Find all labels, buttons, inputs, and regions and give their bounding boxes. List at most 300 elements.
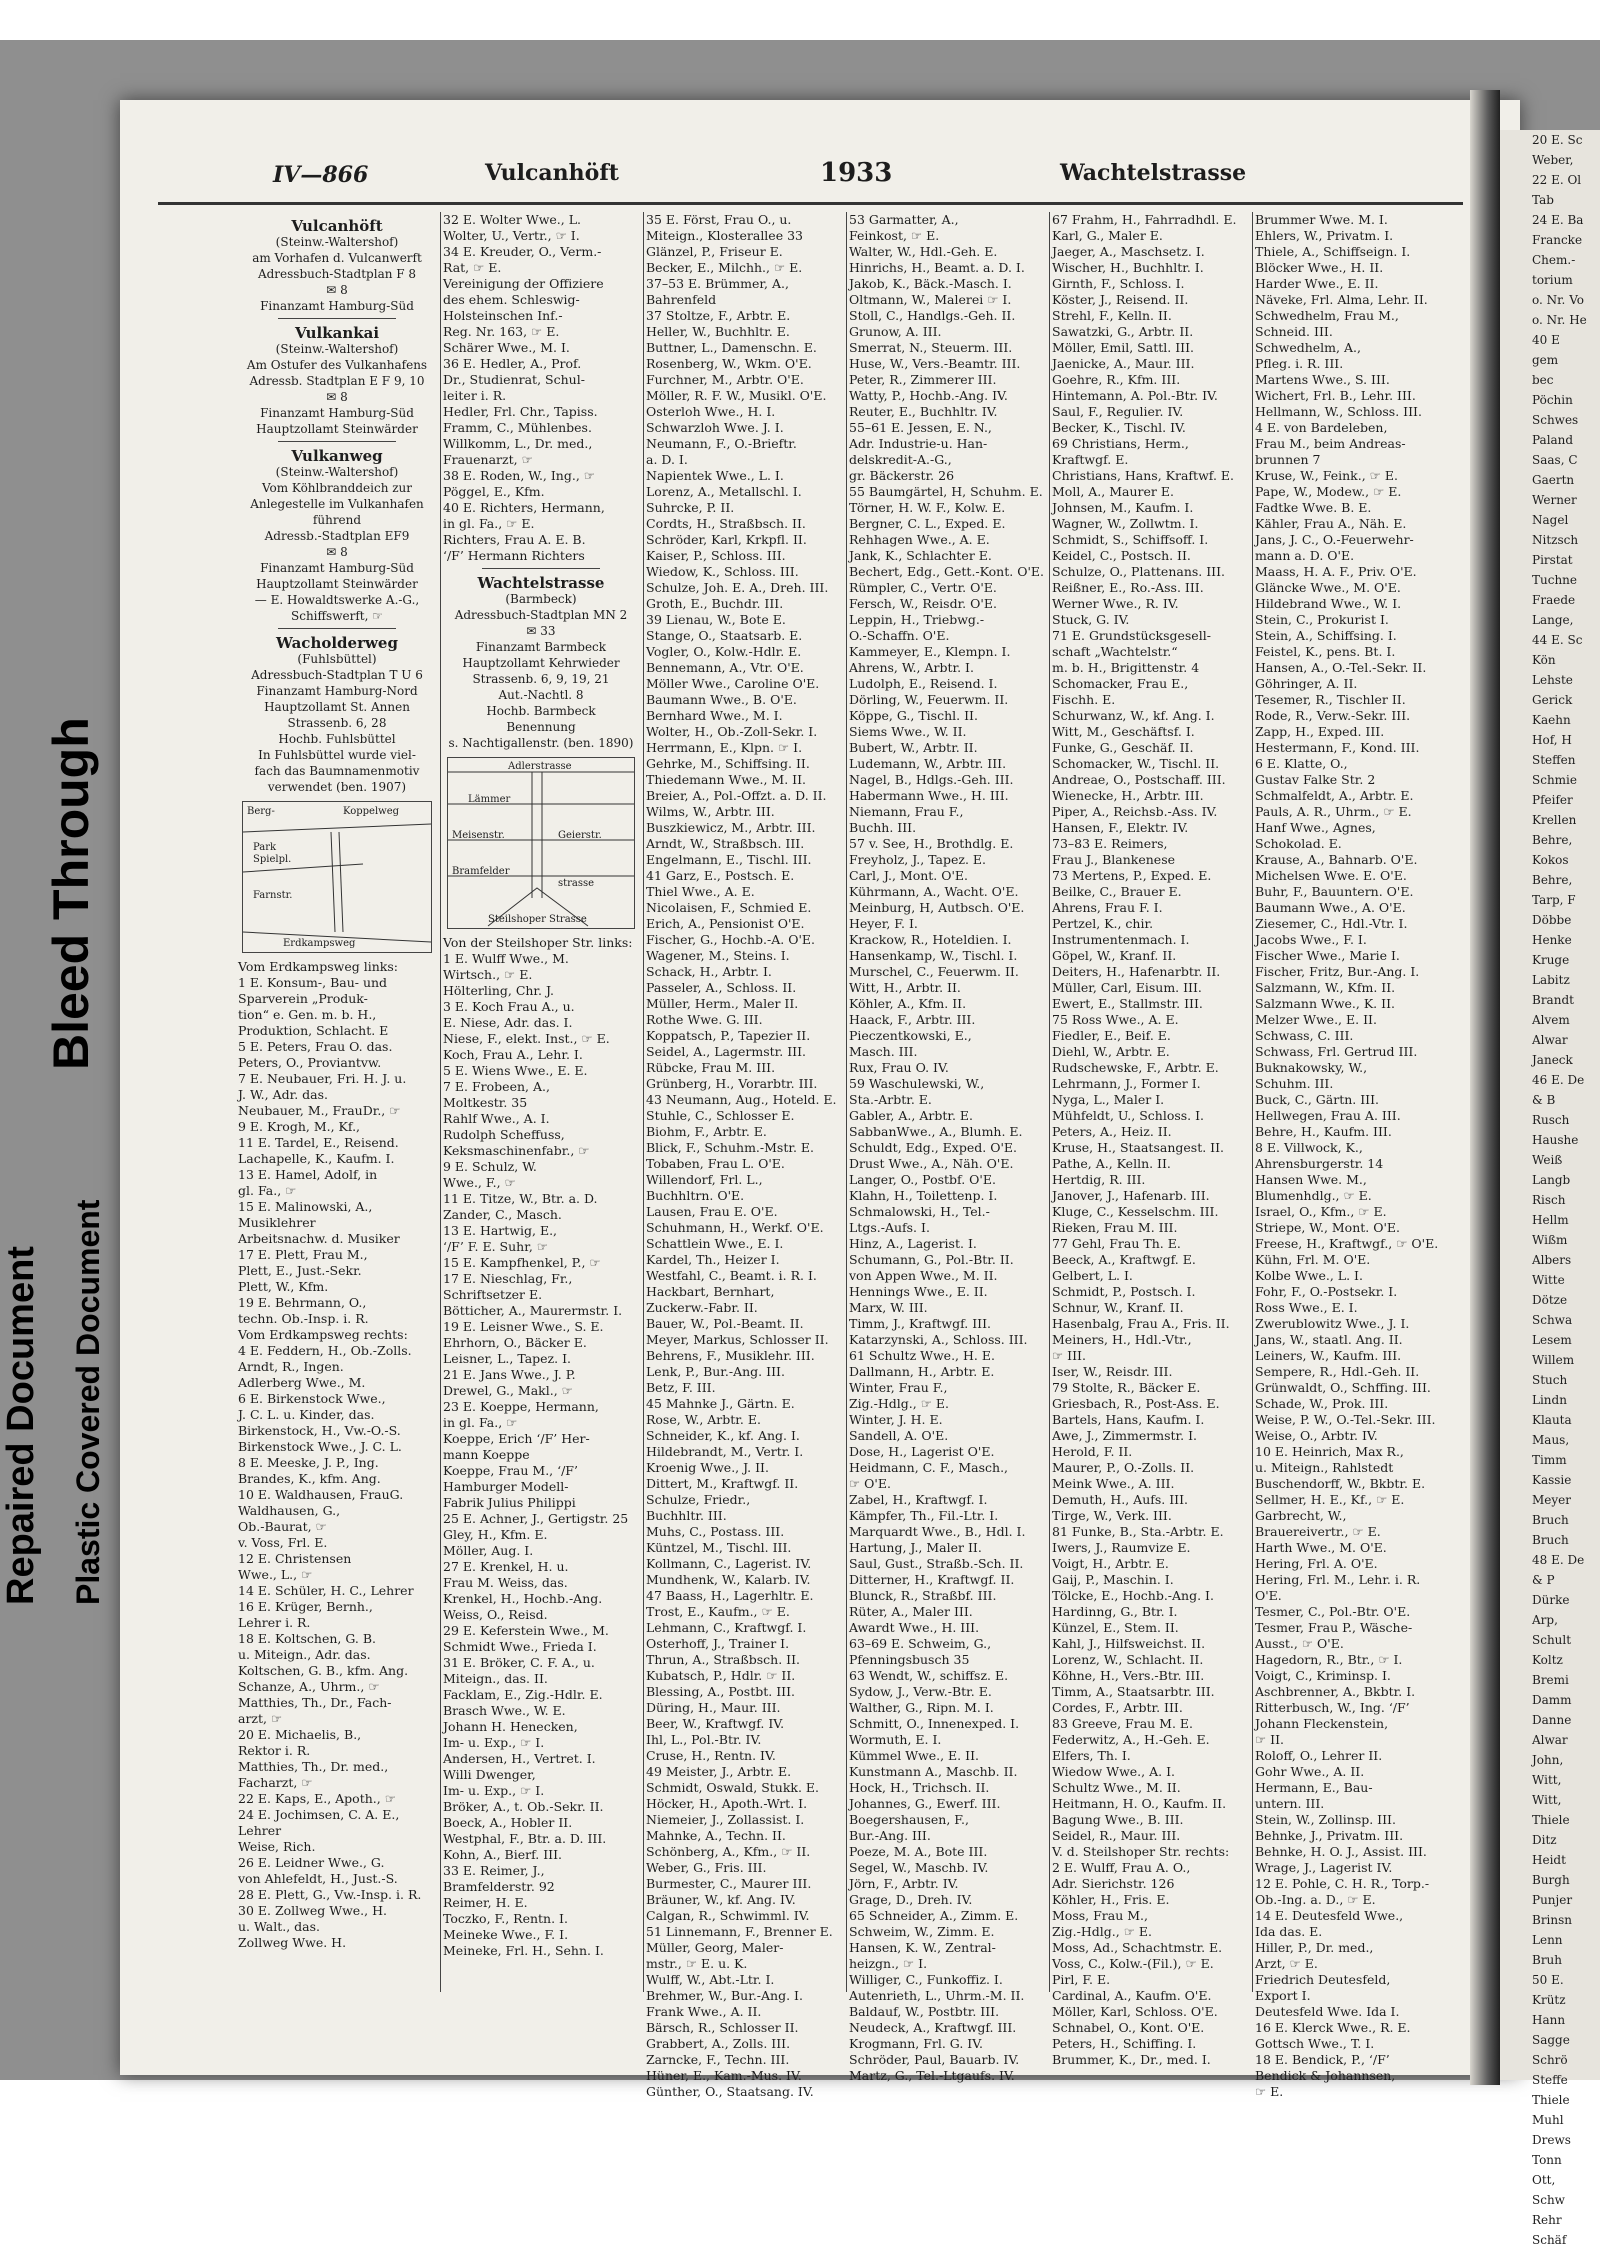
directory-entry: Groth, E., Buchdr. III. [646, 596, 784, 611]
section-info-line: ✉ 8 [326, 283, 348, 297]
directory-entry: Witt, H., Arbtr. II. [849, 980, 961, 995]
section-info-line: Finanzamt Hamburg-Süd [260, 406, 414, 420]
directory-entry: Kühn, Frl. M. O'E. [1255, 1252, 1371, 1267]
directory-entry: Brehmer, W., Bur.-Ang. I. [646, 1988, 803, 2003]
adjacent-page-line: Schmie [1532, 773, 1577, 787]
header-right-title: Wachtelstrasse [1060, 160, 1247, 186]
adjacent-page-line: Nagel [1532, 513, 1569, 527]
directory-entry: Fabrik Julius Philippi [443, 1495, 576, 1510]
directory-entry: Striepe, W., Mont. O'E. [1255, 1220, 1401, 1235]
directory-entry: Ross Wwe., E. I. [1255, 1300, 1358, 1315]
section-info-line: (Steinw.-Waltershof) [275, 465, 399, 479]
directory-entry: Nagel, B., Hdlgs.-Geh. III. [849, 772, 1014, 787]
directory-entry: Pertzel, K., chir. [1052, 916, 1154, 931]
adjacent-page-line: Chem.- [1532, 253, 1576, 267]
directory-entry: Schmidt Wwe., Frieda I. [443, 1639, 597, 1654]
directory-entry: Kammeyer, E., Klempn. I. [849, 644, 1011, 659]
directory-entry: 41 Garz, E., Postsch. E. [646, 868, 795, 883]
directory-entry: Hering, Frl. A. O'E. [1255, 1556, 1378, 1571]
directory-entry: Stein, C., Prokurist I. [1255, 612, 1389, 627]
directory-entry: Harth Wwe., M. O'E. [1255, 1540, 1387, 1555]
directory-entry: Wienecke, H., Arbtr. III. [1052, 788, 1204, 803]
directory-entry: O.-Schaffn. O'E. [849, 628, 950, 643]
directory-entry: Zig.-Hdlg., ☞ E. [1052, 1924, 1152, 1939]
directory-entry: Huse, W., Vers.-Beamtr. III. [849, 356, 1021, 371]
directory-entry: Johannes, G., Ewerf. III. [849, 1796, 1001, 1811]
directory-entry: Thiedemann Wwe., M. II. [646, 772, 807, 787]
directory-entry: 55–61 E. Jessen, E. N., [849, 420, 992, 435]
directory-entry: Willi Dwenger, [443, 1767, 536, 1782]
directory-entry: Näveke, Frl. Alma, Lehr. II. [1255, 292, 1428, 307]
adjacent-page-line: Heidt [1532, 1853, 1566, 1867]
map-label: Geierstr. [558, 830, 602, 841]
directory-entry: Engelmann, E., Tischl. III. [646, 852, 812, 867]
adjacent-page-line: Gaertn [1532, 473, 1575, 487]
directory-entry: Willendorf, Frl. L., [646, 1172, 763, 1187]
directory-entry: Cruse, H., Rentn. IV. [646, 1748, 776, 1763]
directory-entry: Winter, J. H. E. [849, 1412, 943, 1427]
adjacent-page-line: 48 E. De [1532, 1553, 1585, 1567]
directory-entry: Jörn, F., Arbtr. IV. [849, 1876, 959, 1891]
directory-entry: Gley, H., Kfm. E. [443, 1527, 548, 1542]
adjacent-page-line: John, [1532, 1753, 1564, 1767]
adjacent-page-line: Bruh [1532, 1953, 1563, 1967]
adjacent-page-line: Pfeifer [1532, 793, 1573, 807]
directory-entry: Heidmann, C. F., Masch., [849, 1460, 1009, 1475]
directory-entry: Bräuner, W., kf. Ang. IV. [646, 1892, 796, 1907]
directory-entry: Hintemann, A. Pol.-Btr. IV. [1052, 388, 1218, 403]
directory-entry: Kollmann, C., Lagerist. IV. [646, 1556, 812, 1571]
directory-entry: Zig.-Hdlg., ☞ E. [849, 1396, 949, 1411]
directory-entry: Schulze, Joh. E. A., Dreh. III. [646, 580, 829, 595]
directory-entry: Bernhard Wwe., M. I. [646, 708, 783, 723]
directory-entry: Fersch, W., Reisdr. O'E. [849, 596, 997, 611]
adjacent-page-line: torium [1532, 273, 1573, 287]
column-separator [440, 212, 441, 1992]
directory-entry: Lausen, Frau E. O'E. [646, 1204, 778, 1219]
directory-entry: Neubauer, M., FrauDr., ☞ [238, 1103, 401, 1118]
directory-entry: Saul, F., Regulier. IV. [1052, 404, 1184, 419]
directory-entry: Schuhmann, H., Werkf. O'E. [646, 1220, 824, 1235]
section-info-line: Adressbuch-Stadtplan MN 2 [454, 608, 628, 622]
directory-entry: Seidel, A., Lagermstr. III. [646, 1044, 807, 1059]
adjacent-page-line: Schw [1532, 2193, 1565, 2207]
section-info-line: Finanzamt Barmbeck [475, 640, 607, 654]
directory-entry: Witt, M., Geschäftsf. I. [1052, 724, 1195, 739]
directory-entry: Schriftsetzer E. [443, 1287, 543, 1302]
directory-entry: mann a. D. O'E. [1255, 548, 1355, 563]
directory-entry: Kohn, A., Bierf. III. [443, 1847, 562, 1862]
directory-entry: 3 E. Koch Frau A., u. [443, 999, 575, 1014]
column-1 [238, 212, 436, 1992]
directory-entry: Burmester, C., Maurer III. [646, 1876, 812, 1891]
directory-entry: Habermann Wwe., H. III. [849, 788, 1009, 803]
directory-entry: Hering, Frl. M., Lehr. i. R. [1255, 1572, 1421, 1587]
directory-entry: Bötticher, A., Maurermstr. I. [443, 1303, 623, 1318]
directory-entry: 24 E. Jochimsen, C. A. E., [238, 1807, 400, 1822]
directory-entry: Fiedler, E., Beif. E. [1052, 1028, 1171, 1043]
directory-entry: u. Miteign., Rahlstedt [1255, 1460, 1394, 1475]
adjacent-page-line: Schult [1532, 1633, 1572, 1647]
directory-entry: Wulff, W., Abt.-Ltr. I. [646, 1972, 775, 1987]
directory-entry: Ida das. E. [1255, 1924, 1323, 1939]
directory-entry: techn. Ob.-Insp. i. R. [238, 1311, 369, 1326]
directory-entry: ‘/F’ Hermann Richters [443, 548, 585, 563]
directory-entry: Pfleg. i. R. III. [1255, 356, 1344, 371]
directory-entry: Arbeitsnachw. d. Musiker [238, 1231, 400, 1246]
directory-entry: 25 E. Achner, J., Gertigstr. 25 [443, 1511, 629, 1526]
directory-entry: Aschbrenner, A., Bkbtr. I. [1255, 1684, 1416, 1699]
adjacent-page-line: Risch [1532, 1193, 1566, 1207]
directory-entry: ‘/F’ F. E. Suhr, ☞ [443, 1239, 548, 1254]
section-info-line: Hochb. Fuhlsbüttel [278, 732, 396, 746]
directory-entry: Weise, O., Arbtr. IV. [1255, 1428, 1378, 1443]
directory-entry: Brasch Wwe., W. E. [443, 1703, 566, 1718]
directory-entry: von Appen Wwe., M. II. [849, 1268, 998, 1283]
directory-entry: Wolter, U., Vertr., ☞ I. [443, 228, 580, 243]
directory-entry: Thrun, A., Straßbsch. II. [646, 1652, 800, 1667]
directory-entry: Zabel, H., Kraftwgf. I. [849, 1492, 988, 1507]
directory-entry: Pathe, A., Kelln. II. [1052, 1156, 1171, 1171]
directory-entry: Buttner, L., Damenschn. E. [646, 340, 817, 355]
directory-entry: Strehl, F., Kelln. II. [1052, 308, 1172, 323]
adjacent-page-line: Fraede [1532, 593, 1576, 607]
directory-entry: Frau M. Weiss, das. [443, 1575, 568, 1590]
directory-entry: Ewert, E., Stallmstr. III. [1052, 996, 1203, 1011]
adjacent-page-line: Kaehn [1532, 713, 1571, 727]
directory-entry: Cordes, F., Arbtr. III. [1052, 1700, 1183, 1715]
bleed-through-label: Bleed Through [43, 717, 99, 1070]
directory-entry: 77 Gehl, Frau Th. E. [1052, 1236, 1181, 1251]
directory-entry: 37 Stoltze, F., Arbtr. E. [646, 308, 791, 323]
directory-entry: Rudschewske, F., Arbtr. E. [1052, 1060, 1219, 1075]
directory-entry: 73 Mertens, P., Exped. E. [1052, 868, 1212, 883]
directory-entry: O'E. [1255, 1588, 1282, 1603]
directory-entry: 17 E. Plett, Frau M., [238, 1247, 368, 1262]
directory-entry: Betz, F. III. [646, 1380, 716, 1395]
directory-entry: Hanf Wwe., Agnes, [1255, 820, 1376, 835]
directory-entry: Plett, W., Kfm. [238, 1279, 329, 1294]
directory-entry: Instrumentenmach. I. [1052, 932, 1190, 947]
directory-entry: Sellmer, H. E., Kf., ☞ E. [1255, 1492, 1405, 1507]
directory-entry: Hasenbalg, Frau A., Fris. II. [1052, 1316, 1230, 1331]
directory-entry: Wwe., F., ☞ [443, 1175, 516, 1190]
directory-entry: Reg. Nr. 163, ☞ E. [443, 324, 560, 339]
directory-entry: Rose, W., Arbtr. E. [646, 1412, 761, 1427]
directory-entry: Stange, O., Staatsarb. E. [646, 628, 803, 643]
directory-entry: Waldhausen, G., [238, 1503, 341, 1518]
section-divider [278, 318, 397, 319]
adjacent-page-line: 50 E. [1532, 1973, 1564, 1987]
directory-entry: Schattlein Wwe., E. I. [646, 1236, 784, 1251]
directory-entry: Buschendorff, W., Bkbtr. E. [1255, 1476, 1426, 1491]
directory-entry: 61 Schultz Wwe., H. E. [849, 1348, 995, 1363]
directory-entry: Moll, A., Maurer E. [1052, 484, 1174, 499]
directory-entry: Timm, A., Staatsarbtr. III. [1052, 1684, 1215, 1699]
directory-entry: Klahn, H., Toilettenp. I. [849, 1188, 998, 1203]
adjacent-page-line: Lange, [1532, 613, 1574, 627]
directory-entry: Napientek Wwe., L. I. [646, 468, 784, 483]
directory-entry: 20 E. Michaelis, B., [238, 1727, 362, 1742]
directory-entry: Andreae, O., Postschaff. III. [1052, 772, 1226, 787]
section-info-line: am Vorhafen d. Vulcanwerft [252, 251, 422, 265]
directory-entry: Miteign., das. II. [443, 1671, 548, 1686]
directory-entry: Behrens, F., Musiklehr. III. [646, 1348, 815, 1363]
directory-entry: Fischer, G., Hochb.-A. O'E. [646, 932, 815, 947]
adjacent-page-line: Krellen [1532, 813, 1577, 827]
directory-entry: Meink Wwe., A. III. [1052, 1476, 1175, 1491]
directory-entry: Schmitt, O., Innenexped. I. [849, 1716, 1020, 1731]
directory-entry: Sparverein „Produk- [238, 991, 368, 1006]
directory-entry: Gottsch Wwe., T. I. [1255, 2036, 1375, 2051]
directory-entry: Gohr Wwe., A. II. [1255, 1764, 1365, 1779]
adjacent-page-line: Kruge [1532, 953, 1570, 967]
directory-entry: Miteign., Klosterallee 33 [646, 228, 803, 243]
directory-entry: Maurer, P., O.-Zolls. II. [1052, 1460, 1195, 1475]
directory-entry: Törner, H. W. F., Kolw. E. [849, 500, 1006, 515]
adjacent-page-line: Paland [1532, 433, 1574, 447]
section-title: Vulkankai [294, 324, 380, 342]
directory-entry: Hansen, F., Elektr. IV. [1052, 820, 1189, 835]
directory-entry: 10 E. Waldhausen, FrauG. [238, 1487, 404, 1502]
directory-entry: Möller, R. F. W., Musikl. O'E. [646, 388, 827, 403]
directory-entry: Karl, G., Maler E. [1052, 228, 1163, 243]
directory-entry: Keksmaschinenfabr., ☞ [443, 1143, 590, 1158]
directory-entry: Buknakowsky, W., [1255, 1060, 1368, 1075]
entry-list [1255, 212, 1455, 2100]
adjacent-page-line: Hann [1532, 2013, 1566, 2027]
directory-entry: Brandes, K., kfm. Ang. [238, 1471, 381, 1486]
directory-entry: Hildebrandt, M., Vertr. I. [646, 1444, 804, 1459]
directory-entry: 10 E. Heinrich, Max R., [1255, 1444, 1404, 1459]
directory-entry: Haack, F., Arbtr. III. [849, 1012, 976, 1027]
directory-entry: Boegershausen, F., [849, 1812, 969, 1827]
directory-entry: 22 E. Kaps, E., Apoth., ☞ [238, 1791, 396, 1806]
side-labels [0, 0, 120, 2177]
directory-entry: Adr. Sierichstr. 126 [1052, 1876, 1175, 1891]
street-map-wacholderweg [242, 801, 432, 953]
adjacent-page-line: o. Nr. He [1532, 313, 1587, 327]
section-divider [278, 441, 397, 442]
directory-entry: Neudeck, A., Kraftwgf. III. [849, 2020, 1017, 2035]
directory-entry: 59 Waschulewski, W., [849, 1076, 985, 1091]
adjacent-page-line: Albers [1532, 1253, 1572, 1267]
directory-entry: Gaij, P., Maschin. I. [1052, 1572, 1174, 1587]
directory-entry: Mahnke, A., Techn. II. [646, 1828, 786, 1843]
directory-entry: Schwedhelm, A., [1255, 340, 1361, 355]
directory-entry: Williger, C., Funkoffiz. I. [849, 1972, 1003, 1987]
directory-entry: 35 E. Först, Frau O., u. [646, 212, 792, 227]
directory-entry: Girnth, F., Schloss. I. [1052, 276, 1185, 291]
directory-entry: Hartung, J., Maler II. [849, 1540, 982, 1555]
directory-entry: Kardel, Th., Heizer I. [646, 1252, 780, 1267]
column-3 [646, 212, 842, 2099]
section-info-line: Adressbuch-Stadtplan F 8 [257, 267, 417, 281]
directory-entry: Keidel, C., Postsch. II. [1052, 548, 1191, 563]
directory-entry: 37–53 E. Brümmer, A., [646, 276, 789, 291]
adjacent-page-line: Meyer [1532, 1493, 1572, 1507]
directory-entry: Kruse, W., Feink., ☞ E. [1255, 468, 1398, 483]
directory-entry: Feistel, K., pens. Bt. I. [1255, 644, 1396, 659]
directory-entry: Lachapelle, K., Kaufm. I. [238, 1151, 395, 1166]
directory-entry: Salzmann Wwe., K. II. [1255, 996, 1395, 1011]
directory-entry: Moss, Frau M., [1052, 1908, 1148, 1923]
directory-entry: Meiners, H., Hdl.-Vtr., [1052, 1332, 1192, 1347]
directory-entry: Griesbach, R., Post-Ass. E. [1052, 1396, 1220, 1411]
directory-entry: Grage, D., Dreh. IV. [849, 1892, 973, 1907]
adjacent-page-line: Schäf [1532, 2233, 1567, 2247]
directory-entry: Schönberg, A., Kfm., ☞ II. [646, 1844, 811, 1859]
directory-entry: Krackow, R., Hoteldien. I. [849, 932, 1012, 947]
section-info-line: (Fuhlsbüttel) [297, 652, 377, 666]
directory-entry: Walther, G., Ripn. M. I. [849, 1700, 994, 1715]
section-info-line: Hauptzollamt St. Annen [264, 700, 410, 714]
directory-entry: Martz, G., Tel.-Ltgaufs. IV. [849, 2068, 1015, 2083]
directory-entry: Heyer, F. I. [849, 916, 918, 931]
directory-entry: Stuck, G. IV. [1052, 612, 1130, 627]
directory-entry: Dittert, M., Kraftwgf. II. [646, 1476, 799, 1491]
adjacent-page-line: Drews [1532, 2133, 1571, 2147]
directory-entry: 6 E. Klatte, O., [1255, 756, 1348, 771]
directory-entry: 18 E. Bendick, P., ‘/F’ [1255, 2052, 1390, 2067]
adjacent-page-line: 40 E [1532, 333, 1560, 347]
directory-entry: Osterloh Wwe., H. I. [646, 404, 776, 419]
directory-entry: Möller, Karl, Schloss. O'E. [1052, 2004, 1218, 2019]
directory-entry: mstr., ☞ E. u. K. [646, 1956, 748, 1971]
directory-entry: Herrmann, E., Klpn. ☞ I. [646, 740, 803, 755]
adjacent-page-line: Hof, H [1532, 733, 1572, 747]
directory-entry: Ritterbusch, W., Ing. ‘/F’ [1255, 1700, 1410, 1715]
directory-entry: Murschel, C., Feuerwm. II. [849, 964, 1019, 979]
directory-entry: Weiss, O., Reisd. [443, 1607, 548, 1622]
adjacent-page-line: o. Nr. Vo [1532, 293, 1584, 307]
directory-entry: Lehrer i. R. [238, 1615, 311, 1630]
directory-entry: Christians, Hans, Kraftwf. E. [1052, 468, 1234, 483]
directory-entry: 47 Baass, H., Lagerhltr. E. [646, 1588, 814, 1603]
section-info [443, 591, 639, 751]
directory-entry: Kluge, C., Kesselschm. III. [1052, 1204, 1219, 1219]
directory-entry: Weber, G., Fris. III. [646, 1860, 767, 1875]
directory-entry: Timm, J., Kraftwgf. III. [849, 1316, 991, 1331]
directory-entry: Poeze, M. A., Bote III. [849, 1844, 988, 1859]
directory-entry: Im- u. Exp., ☞ I. [443, 1735, 545, 1750]
repaired-document-label: Repaired Document [0, 1246, 42, 1605]
adjacent-page-line: Kassie [1532, 1473, 1572, 1487]
directory-entry: Becker, E., Milchh., ☞ E. [646, 260, 803, 275]
directory-entry: Wormuth, E. I. [849, 1732, 942, 1747]
directory-entry: Schulze, Friedr., [646, 1492, 751, 1507]
directory-entry: Schneid. III. [1255, 324, 1333, 339]
adjacent-page-line: bec [1532, 373, 1554, 387]
directory-entry: Dallmann, H., Arbtr. E. [849, 1364, 995, 1379]
column-5 [1052, 212, 1248, 2067]
directory-entry: in gl. Fa., ☞ [443, 1415, 518, 1430]
directory-entry: schaft „Wachtelstr.“ [1052, 644, 1178, 659]
directory-entry: 65 Schneider, A., Zimm. E. [849, 1908, 1019, 1923]
directory-entry: Meyer, Markus, Schlosser II. [646, 1332, 829, 1347]
directory-entry: Blunck, R., Straßbf. III. [849, 1588, 997, 1603]
directory-entry: Ziesemer, C., Hdl.-Vtr. I. [1255, 916, 1408, 931]
directory-entry: Nicolaisen, F., Schmied E. [646, 900, 812, 915]
entry-list [849, 212, 1045, 2084]
map-label: Park [253, 842, 277, 853]
adjacent-page-line: Maus, [1532, 1433, 1570, 1447]
section-info-line: In Fuhlsbüttel wurde viel- [258, 748, 416, 762]
directory-entry: Krause, A., Bahnarb. O'E. [1255, 852, 1418, 867]
section-info-line: — E. Howaldtswerke A.-G., [254, 593, 420, 607]
directory-entry: Janover, J., Hafenarb. III. [1052, 1188, 1210, 1203]
directory-entry: Rieken, Frau M. III. [1052, 1220, 1178, 1235]
directory-entry: V. d. Steilshoper Str. rechts: [1052, 1844, 1230, 1859]
directory-entry: Erich, A., Pensionist O'E. [646, 916, 805, 931]
adjacent-page-line: & B [1532, 1093, 1556, 1107]
directory-entry: Birkenstock Wwe., J. C. L. [238, 1439, 402, 1454]
directory-entry: Osterhoff, J., Trainer I. [646, 1636, 790, 1651]
map-label: Steilshoper Strasse [488, 914, 587, 925]
directory-entry: Schwass, Frl. Gertrud III. [1255, 1044, 1418, 1059]
plastic-covered-label: Plastic Covered Document [70, 1199, 106, 1605]
directory-entry: Wiedow, K., Schloss. III. [646, 564, 799, 579]
directory-entry: Dose, H., Lagerist O'E. [849, 1444, 995, 1459]
directory-entry: Awe, J., Zimmermstr. I. [1052, 1428, 1197, 1443]
entry-list [238, 959, 436, 1951]
directory-entry: Hertdig, R. III. [1052, 1172, 1146, 1187]
directory-entry: 63–69 E. Schweim, G., [849, 1636, 992, 1651]
directory-entry: Hagedorn, R., Btr., ☞ I. [1255, 1652, 1403, 1667]
directory-entry: Grünwaldt, O., Schffing. III. [1255, 1380, 1431, 1395]
directory-entry: 43 Neumann, Aug., Hoteld. E. [646, 1092, 837, 1107]
directory-entry: Bärsch, R., Schlosser II. [646, 2020, 799, 2035]
map-lines [243, 802, 431, 950]
directory-entry: Wichert, Frl. B., Lehr. III. [1255, 388, 1416, 403]
directory-entry: Cardinal, A., Kaufm. O'E. [1052, 1988, 1212, 2003]
directory-entry: Koltschen, G. B., kfm. Ang. [238, 1663, 409, 1678]
directory-entry: Dörling, W., Feuerwm. II. [849, 692, 1009, 707]
adjacent-page-line: Schrö [1532, 2053, 1568, 2067]
directory-entry: Suhrcke, P. II. [646, 500, 735, 515]
directory-entry: Fohr, F., O.-Postsekr. I. [1255, 1284, 1398, 1299]
directory-entry: Weise, Rich. [238, 1839, 316, 1854]
directory-entry: 39 Lienau, W., Bote E. [646, 612, 786, 627]
directory-entry: leiter i. R. [443, 388, 507, 403]
directory-entry: Rode, R., Verw.-Sekr. III. [1255, 708, 1411, 723]
adjacent-page-line: Ott, [1532, 2173, 1556, 2187]
directory-entry: Vom Erdkampsweg links: [238, 959, 398, 974]
adjacent-page-line: Burgh [1532, 1873, 1570, 1887]
adjacent-page-line: Lenn [1532, 1933, 1563, 1947]
adjacent-page-line: Langb [1532, 1173, 1571, 1187]
directory-entry: Im- u. Exp., ☞ I. [443, 1783, 545, 1798]
directory-entry: 4 E. Feddern, H., Ob.-Zolls. [238, 1343, 412, 1358]
adjacent-page-line: Kokos [1532, 853, 1569, 867]
directory-entry: Katarzynski, A., Schloss. III. [849, 1332, 1028, 1347]
directory-entry: Hellmann, W., Schloss. III. [1255, 404, 1422, 419]
directory-entry: Moss, Ad., Schachtmstr. E. [1052, 1940, 1223, 1955]
directory-entry: Feinkost, ☞ E. [849, 228, 940, 243]
directory-entry: 69 Christians, Herm., [1052, 436, 1189, 451]
directory-entry: Hölterling, Chr. J. [443, 983, 554, 998]
directory-entry: Pöggel, E., Kfm. [443, 484, 545, 499]
directory-entry: Marquardt Wwe., B., Hdl. I. [849, 1524, 1026, 1539]
directory-entry: 13 E. Hartwig, E., [443, 1223, 558, 1238]
directory-entry: Herold, F. II. [1052, 1444, 1133, 1459]
adjacent-page-line: Janeck [1532, 1053, 1573, 1067]
directory-entry: Westfahl, C., Beamt. i. R. I. [646, 1268, 817, 1283]
directory-entry: Roloff, O., Lehrer II. [1255, 1748, 1383, 1763]
directory-entry: Ludemann, W., Arbtr. III. [849, 756, 1007, 771]
directory-entry: Schulze, O., Plattenans. III. [1052, 564, 1226, 579]
directory-entry: Bur.-Ang. III. [849, 1828, 931, 1843]
